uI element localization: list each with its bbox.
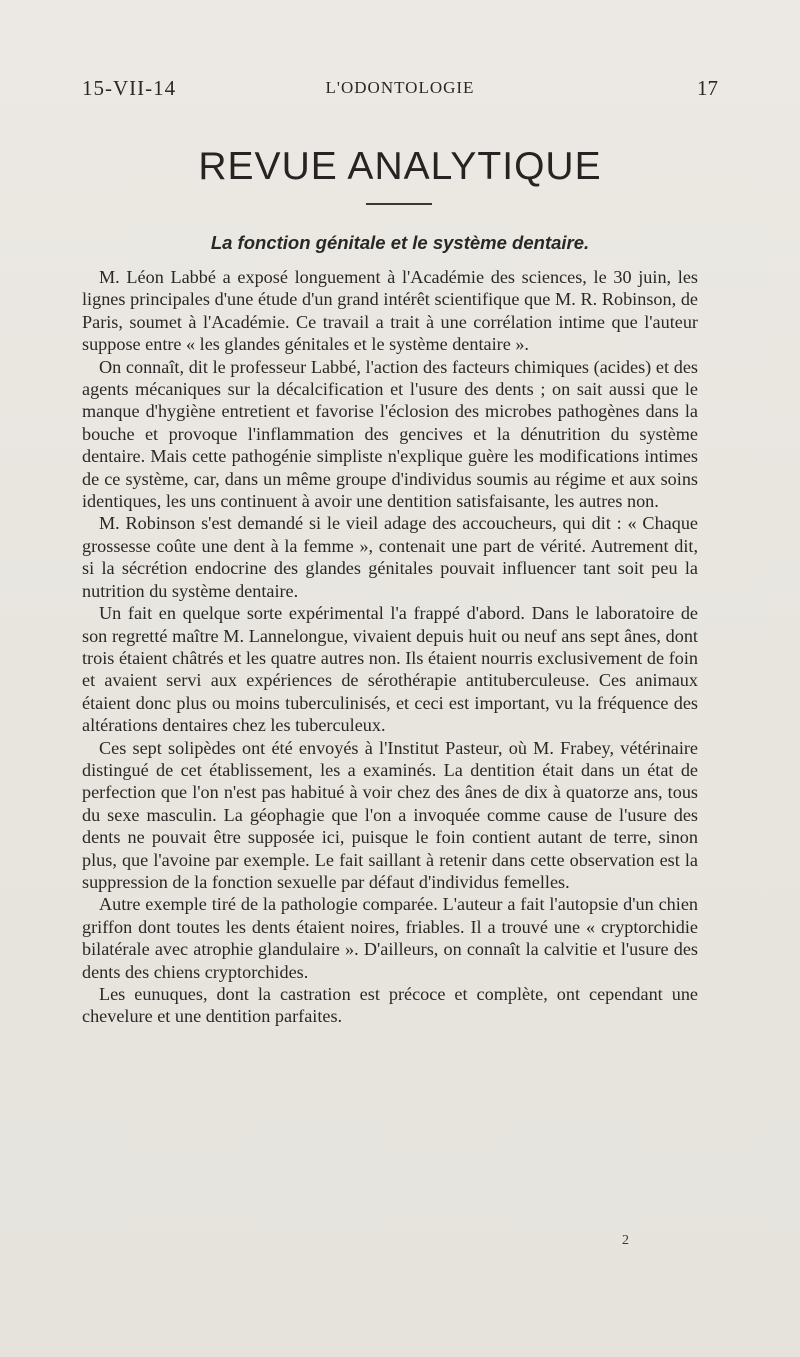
- paragraph: On connaît, dit le professeur Labbé, l'action des facteurs chimiques (acides) et des agents mécaniques sur la décalcification et l'usure des dents ; on sait aussi que le manque d'hygiène entretient et favorise l'éclosion des microbes pathogènes dans la bouche et provoque l'inflammation des gencives et la dénutrition du système dentaire. Mais cette pathogénie simpliste n'explique guère les modifications intimes de ce système, car, dans un même groupe d'individus soumis au régime et aux soins identiques, les uns continuent à avoir une dentition satisfaisante, les autres non.: [82, 356, 698, 512]
- signature-mark: 2: [622, 1233, 629, 1248]
- article-title: La fonction génitale et le système dentaire.: [210, 232, 590, 253]
- page-number: 17: [697, 76, 718, 100]
- article-body: [82, 266, 698, 1028]
- section-title: REVUE ANALYTIQUE: [198, 145, 602, 188]
- paragraph: M. Robinson s'est demandé si le vieil adage des accoucheurs, qui dit : « Chaque grossesse coûte une dent à la femme », contenait une part de vérité. Autrement dit, si la sécrétion endocrine des glandes génitales pouvait influencer tant soit peu la nutrition du système dentaire.: [82, 513, 698, 601]
- paragraph: Autre exemple tiré de la pathologie comparée. L'auteur a fait l'autopsie d'un chien griffon dont toutes les dents étaient noires, friables. Il a trouvé une « cryptorchidie bilatérale avec atrophie glandulaire ». D'ailleurs, on connaît la calvitie et l'usure des dents des chiens cryptorchides.: [82, 894, 698, 982]
- paragraph: M. Léon Labbé a exposé longuement à l'Académie des sciences, le 30 juin, les lignes principales d'une étude d'un grand intérêt scientifique que M. R. Robinson, de Paris, soumet à l'Académie. Ce travail a trait à une corrélation intime que l'auteur suppose entre « les glandes génitales et le système dentaire ».: [82, 267, 698, 355]
- journal-title: L'ODONTOLOGIE: [325, 78, 475, 97]
- title-divider: [366, 203, 432, 205]
- paragraph: Ces sept solipèdes ont été envoyés à l'Institut Pasteur, où M. Frabey, vétérinaire distingué de cet établissement, les a examinés. La dentition était dans un état de perfection que l'on n'est pas habitué à voir chez des ânes de dix à quatorze ans, tous du sexe masculin. La géophagie que l'on a invoquée comme cause de l'usure des dents ne pouvait être supposée ici, puisque le foin contient autant de terre, sinon plus, que l'avoine par exemple. Le fait saillant à retenir dans cette observation est la suppression de la fonction sexuelle par défaut d'individus femelles.: [82, 737, 698, 892]
- paragraph: Un fait en quelque sorte expérimental l'a frappé d'abord. Dans le laboratoire de son regretté maître M. Lannelongue, vivaient depuis huit ou neuf ans sept ânes, dont trois étaient châtrés et les quatre autres non. Ils étaient nourris exclusivement de foin et avaient servi aux expériences de sérothérapie antituberculeuse. Ces animaux étaient donc plus ou moins tuberculinisés, et ceci est important, vu la fréquence des altérations dentaires chez les tuberculeux.: [82, 603, 698, 736]
- paragraph: Les eunuques, dont la castration est précoce et complète, ont cependant une chevelure et une dentition parfaites.: [82, 984, 698, 1027]
- running-head: [82, 72, 718, 102]
- issue-date: 15-VII-14: [82, 76, 177, 100]
